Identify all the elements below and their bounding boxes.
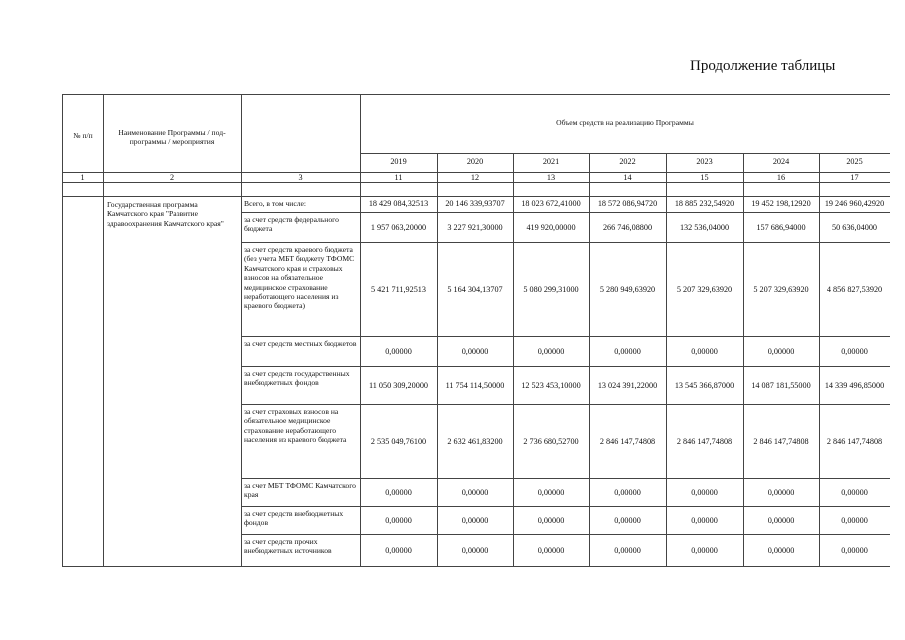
row-label: Всего, в том числе: <box>244 199 306 208</box>
column-index: 11 <box>394 173 403 182</box>
table-row-border <box>241 566 890 567</box>
year-header: 2020 <box>466 157 484 166</box>
table-vline <box>589 153 590 566</box>
budget-value: 11 050 309,20000 <box>368 381 429 390</box>
budget-value: 20 146 339,93707 <box>445 199 505 208</box>
table-left-border <box>62 94 63 566</box>
column-index: 15 <box>700 173 709 182</box>
row-label: за счет МБТ ТФОМС Камчатского края <box>244 481 356 500</box>
column-index: 14 <box>623 173 632 182</box>
row-label: за счет средств прочих внебюджетных источников <box>244 537 332 556</box>
volume-header: Объем средств на реализацию Программы <box>556 118 694 127</box>
budget-value: 13 024 391,22000 <box>597 381 658 390</box>
column-index: 17 <box>850 173 859 182</box>
table-top-border <box>62 94 890 95</box>
budget-value: 132 536,04000 <box>679 223 730 232</box>
budget-value: 5 421 711,92513 <box>371 285 426 294</box>
table-row-border <box>241 506 890 507</box>
program-row-top-border <box>62 196 890 197</box>
program-name: Государственная программа Камчатского края "Развитие здравоохранения Камчатского края" <box>107 200 224 228</box>
budget-value: 0,00000 <box>691 488 718 497</box>
year-header: 2022 <box>619 157 636 166</box>
budget-value: 12 523 453,10000 <box>521 381 581 390</box>
budget-value: 0,00000 <box>537 516 565 525</box>
year-header: 2024 <box>772 157 790 166</box>
budget-value: 14 339 496,85000 <box>824 381 885 390</box>
table-row-border <box>241 404 890 405</box>
budget-value: 19 246 960,42920 <box>824 199 885 208</box>
budget-value: 0,00000 <box>841 347 868 356</box>
budget-value: 0,00000 <box>461 488 489 497</box>
column-index: 13 <box>546 173 556 182</box>
table-row-border <box>241 366 890 367</box>
budget-value: 5 207 329,63920 <box>753 285 809 294</box>
row-label: за счет средств краевого бюджета (без учета МБТ бюджету ТФОМС Камчатского края и страховых взносов на обязательное медицинское страхование неработающего населения из краевого бюджета) <box>244 245 355 311</box>
budget-value: 18 885 232,54920 <box>674 199 735 208</box>
budget-value: 0,00000 <box>767 488 795 497</box>
budget-value: 2 846 147,74808 <box>676 437 733 446</box>
table-vline <box>819 153 820 566</box>
budget-value: 19 452 198,12920 <box>751 199 811 208</box>
year-header: 2019 <box>390 157 407 166</box>
year-header: 2021 <box>542 157 560 166</box>
budget-value: 0,00000 <box>767 347 795 356</box>
budget-value: 0,00000 <box>614 546 641 555</box>
row-label: за счет средств внебюджетных фондов <box>244 509 344 528</box>
column-index: 3 <box>298 173 303 182</box>
table-vline <box>241 94 242 566</box>
budget-value: 0,00000 <box>841 546 868 555</box>
budget-value: 0,00000 <box>385 347 412 356</box>
row-label: за счет средств государственных внебюджетных фондов <box>244 369 350 388</box>
budget-value: 0,00000 <box>385 546 412 555</box>
budget-value: 2 632 461,83200 <box>447 437 503 446</box>
table-vline <box>103 94 104 566</box>
budget-value: 11 754 114,50000 <box>445 381 505 390</box>
budget-value: 5 164 304,13707 <box>447 285 503 294</box>
table-row-border <box>241 212 890 213</box>
budget-value: 0,00000 <box>841 488 868 497</box>
budget-value: 0,00000 <box>385 488 412 497</box>
page-title: Продолжение таблицы <box>690 58 836 74</box>
budget-value: 0,00000 <box>614 347 641 356</box>
col-num-header: № п/п <box>73 131 93 140</box>
budget-value: 0,00000 <box>461 546 489 555</box>
budget-value: 0,00000 <box>537 488 565 497</box>
budget-value: 0,00000 <box>614 516 641 525</box>
row-label: за счет средств федерального бюджета <box>244 215 339 234</box>
row-label: за счет средств местных бюджетов <box>244 339 357 348</box>
column-index: 1 <box>80 173 85 182</box>
budget-value: 266 746,08800 <box>602 223 653 232</box>
budget-value: 18 572 086,94720 <box>597 199 658 208</box>
year-header: 2025 <box>846 157 863 166</box>
budget-value: 4 856 827,53920 <box>826 285 883 294</box>
budget-value: 0,00000 <box>691 516 718 525</box>
year-header: 2023 <box>696 157 713 166</box>
table-row-border <box>241 478 890 479</box>
budget-value: 5 080 299,31000 <box>523 285 579 294</box>
table-vline <box>666 153 667 566</box>
budget-value: 0,00000 <box>691 546 718 555</box>
budget-value: 18 429 084,32513 <box>368 199 429 208</box>
budget-value: 2 846 147,74808 <box>826 437 883 446</box>
row-label: за счет страховых взносов на обязательное медицинское страхование неработающего населения из краевого бюджета <box>244 407 347 445</box>
budget-value: 0,00000 <box>614 488 641 497</box>
table-row-border <box>241 242 890 243</box>
budget-value: 0,00000 <box>537 546 565 555</box>
budget-value: 0,00000 <box>767 516 795 525</box>
table-row-border <box>241 336 890 337</box>
table-bottom-border <box>62 566 241 567</box>
column-index: 2 <box>169 173 175 182</box>
budget-value: 1 957 063,20000 <box>370 223 427 232</box>
column-index: 16 <box>776 173 786 182</box>
budget-value: 0,00000 <box>461 516 489 525</box>
table-vline <box>437 153 438 566</box>
years-top-border <box>360 153 890 154</box>
budget-value: 3 227 921,30000 <box>447 223 503 232</box>
budget-value: 14 087 181,55000 <box>751 381 811 390</box>
budget-value: 0,00000 <box>841 516 868 525</box>
budget-value: 50 636,04000 <box>831 223 878 232</box>
table-vline <box>743 153 744 566</box>
budget-value: 5 207 329,63920 <box>676 285 733 294</box>
budget-value: 5 280 949,63920 <box>599 285 656 294</box>
budget-value: 0,00000 <box>691 347 718 356</box>
budget-value: 2 846 147,74808 <box>599 437 656 446</box>
budget-value: 18 023 672,41000 <box>521 199 581 208</box>
budget-value: 2 846 147,74808 <box>753 437 809 446</box>
column-index: 12 <box>470 173 480 182</box>
budget-value: 0,00000 <box>461 347 489 356</box>
budget-value: 157 686,94000 <box>756 223 806 232</box>
budget-value: 0,00000 <box>767 546 795 555</box>
budget-value: 419 920,00000 <box>526 223 576 232</box>
budget-value: 2 736 680,52700 <box>523 437 579 446</box>
budget-value: 0,00000 <box>537 347 565 356</box>
budget-value: 2 535 049,76100 <box>370 437 427 446</box>
table-row-border <box>241 534 890 535</box>
table-vline <box>513 153 514 566</box>
budget-value: 0,00000 <box>385 516 412 525</box>
col-name-header: Наименование Программы / под-программы / мероприятия <box>118 128 226 147</box>
budget-value: 13 545 366,87000 <box>674 381 735 390</box>
